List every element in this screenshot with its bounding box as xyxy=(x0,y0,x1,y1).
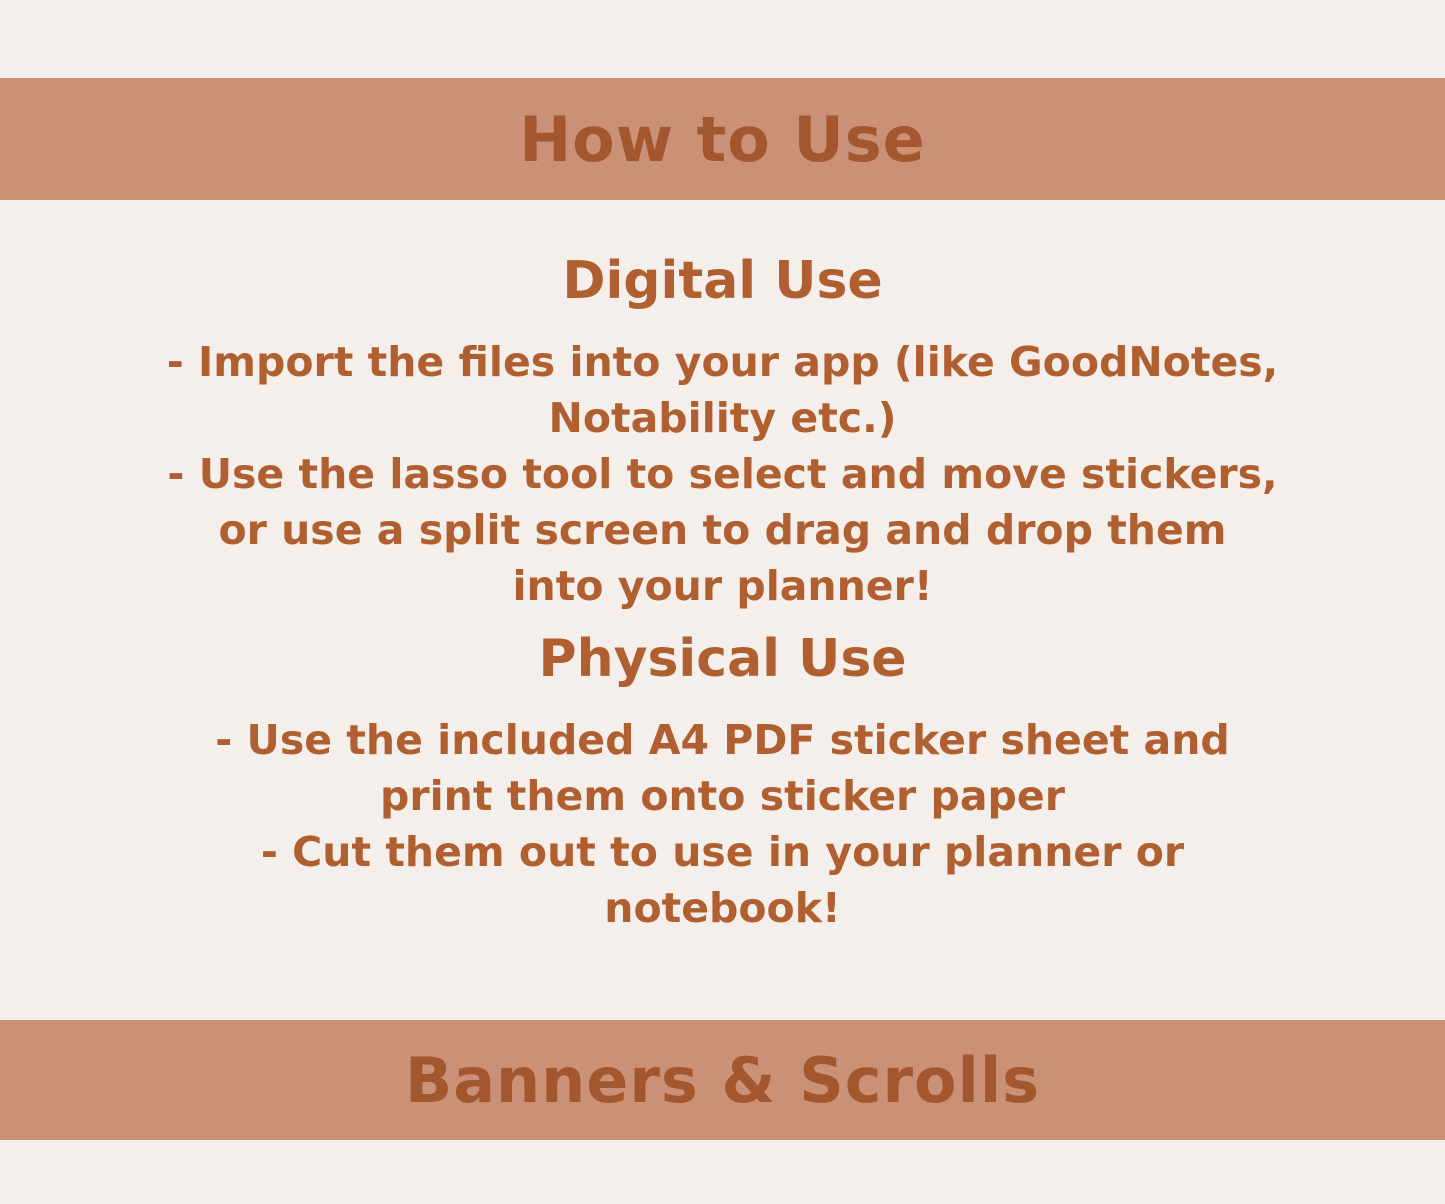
instruction-line: print them onto sticker paper xyxy=(380,772,1065,820)
page-title: How to Use xyxy=(519,102,926,176)
physical-use-heading: Physical Use xyxy=(538,629,907,689)
instructions-body xyxy=(0,200,1445,1020)
digital-use-instructions xyxy=(0,334,1445,614)
instruction-line: - Use the lasso tool to select and move stickers, xyxy=(167,450,1278,498)
physical-use-instructions xyxy=(0,712,1445,936)
instruction-line: or use a split screen to drag and drop them xyxy=(218,506,1227,554)
instruction-line: notebook! xyxy=(604,884,841,932)
digital-use-heading: Digital Use xyxy=(562,251,883,311)
product-category-title: Banners & Scrolls xyxy=(404,1043,1041,1117)
instruction-line: - Use the included A4 PDF sticker sheet and xyxy=(215,716,1230,764)
instruction-line: - Import the files into your app (like GoodNotes, xyxy=(166,338,1279,386)
instruction-line: Notability etc.) xyxy=(548,394,897,442)
instruction-line: - Cut them out to use in your planner or xyxy=(260,828,1185,876)
top-margin-strip xyxy=(0,0,1445,78)
instruction-line: into your planner! xyxy=(512,562,933,610)
header-banner xyxy=(0,78,1445,200)
footer-banner xyxy=(0,1020,1445,1140)
bottom-margin-strip xyxy=(0,1140,1445,1204)
